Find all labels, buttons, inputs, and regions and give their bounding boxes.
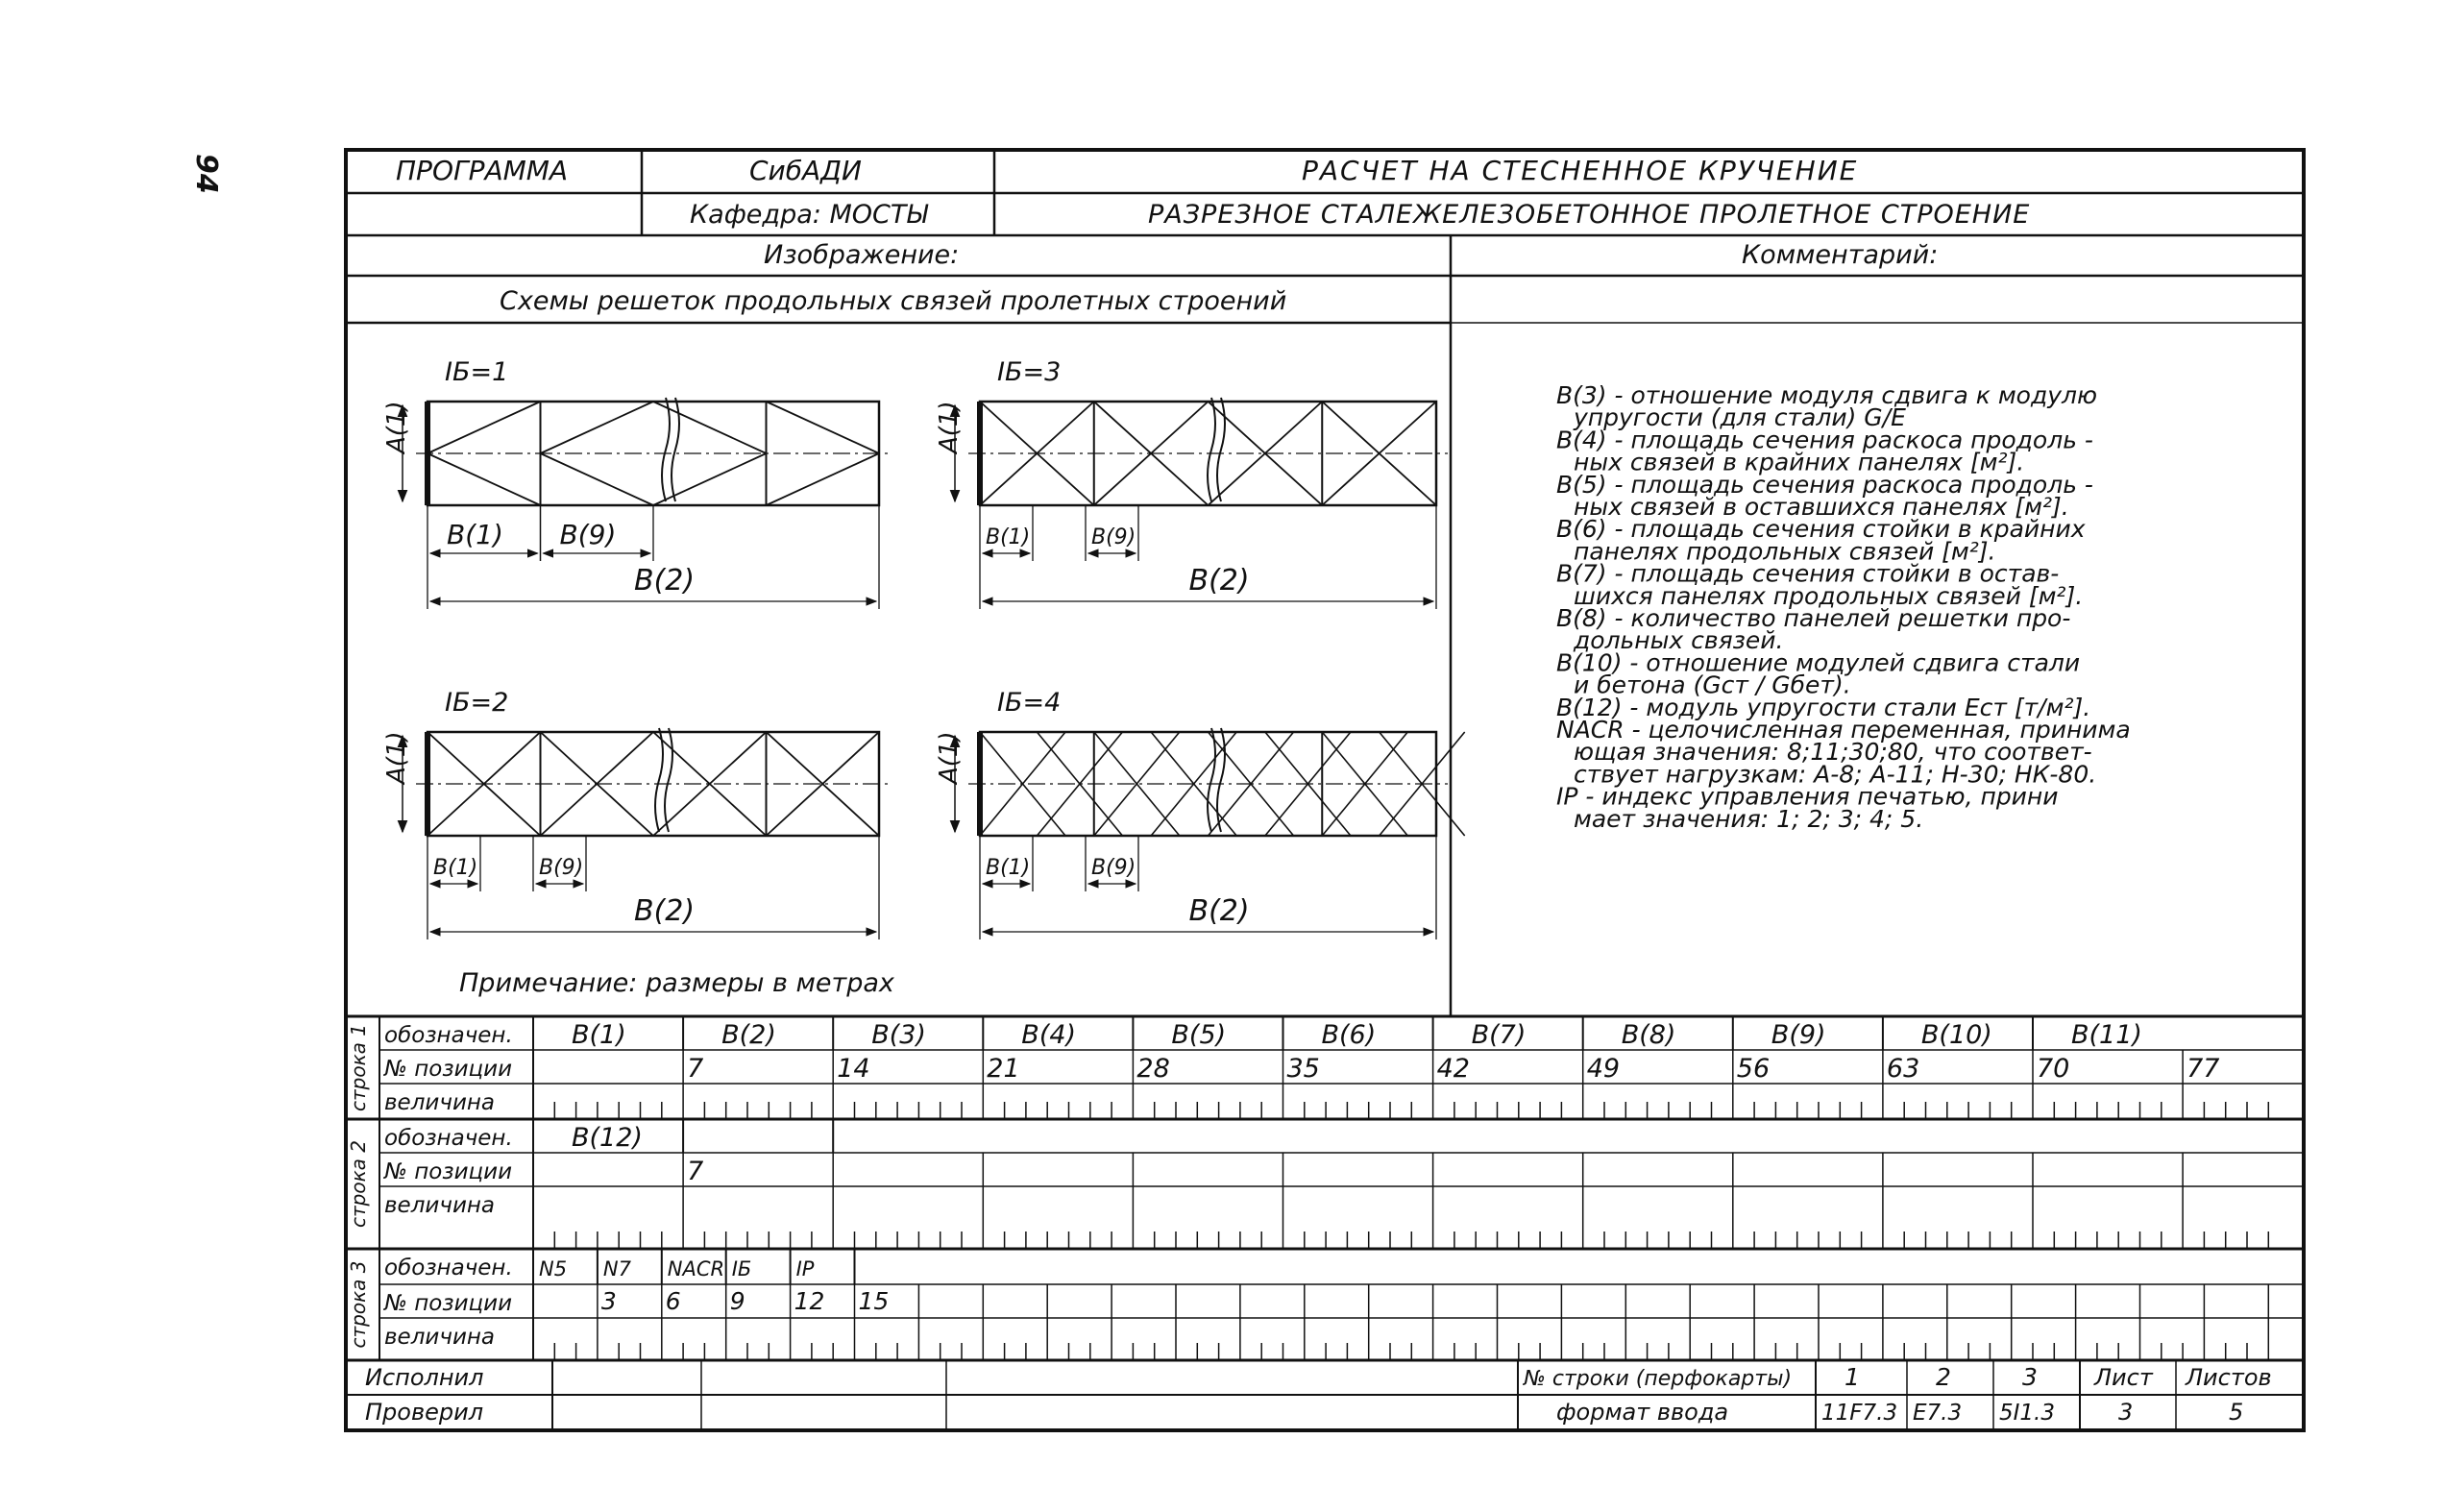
row-number-label: № строки (перфокарты)	[1524, 1367, 1793, 1391]
form-subtitle: РАЗРЕЗНОЕ СТАЛЕЖЕЛЕЗОБЕТОННОЕ ПРОЛЕТНОЕ СТРОЕНИЕ	[1148, 200, 2031, 230]
input-format-value: E7.3	[1913, 1401, 1963, 1426]
row-number-value: 3	[2022, 1363, 2038, 1391]
page-number: 94	[189, 154, 223, 194]
row2-designation: B(12)	[572, 1123, 643, 1153]
comment-line: B(6) - площадь сечения стойки в крайних	[1556, 515, 2086, 544]
row2-position: 7	[687, 1157, 704, 1186]
row1-position: 42	[1436, 1054, 1470, 1084]
comment-line: ных связей в оставшихся панелях [м²].	[1574, 493, 2069, 521]
row-label: обозначен.	[384, 1256, 513, 1280]
checked-label: Проверил	[365, 1399, 484, 1426]
note: Примечание: размеры в метрах	[459, 968, 894, 998]
row1-designation: B(8)	[1621, 1020, 1676, 1050]
comment-line: упругости (для стали) G/E	[1574, 403, 1906, 432]
comment-label: Комментарий:	[1742, 240, 1939, 270]
row3-position: 9	[729, 1287, 745, 1315]
row-group-label: строка 1	[347, 1024, 370, 1111]
scheme-total-label: B(2)	[634, 564, 696, 597]
image-caption: Схемы решеток продольных связей пролетных строений	[500, 286, 1287, 316]
row-group-label: строка 2	[347, 1140, 370, 1228]
sheet-label: Лист	[2094, 1364, 2153, 1391]
row1-position: 7	[687, 1054, 704, 1084]
scheme-height-label: A(1)	[382, 401, 411, 453]
row1-designation: B(4)	[1021, 1020, 1077, 1050]
input-format-label: формат ввода	[1556, 1399, 1729, 1426]
comment-line: ющая значения: 8;11;30;80, что соответ-	[1574, 738, 2092, 767]
comment-line: IP - индекс управления печатью, прини	[1556, 782, 2059, 811]
scheme-label: IБ=3	[997, 357, 1062, 387]
scheme-height-label: A(1)	[382, 731, 411, 784]
row3-position: 12	[794, 1287, 825, 1315]
row-label: величина	[384, 1193, 496, 1218]
comment-line: B(5) - площадь сечения раскоса продоль -	[1556, 470, 2093, 499]
comment-line: NACR - целочисленная переменная, принима	[1556, 716, 2131, 744]
sheets-label: Листов	[2186, 1364, 2272, 1391]
sheets-value: 5	[2229, 1399, 2244, 1426]
row-number-value: 1	[1844, 1363, 1860, 1391]
row1-designation: B(3)	[871, 1020, 926, 1050]
scheme-total-label: B(2)	[1188, 564, 1250, 597]
input-format-value: 5I1.3	[1999, 1401, 2055, 1426]
row3-position: 6	[665, 1287, 681, 1315]
row1-designation: B(5)	[1171, 1020, 1227, 1050]
row-label: № позиции	[384, 1057, 513, 1082]
comment-line: ствует нагрузкам: А-8; А-11; Н-30; НК-80.	[1574, 760, 2097, 789]
comment-line: мает значения: 1; 2; 3; 4; 5.	[1574, 804, 1924, 833]
comment-line: B(3) - отношение модуля сдвига к модулю	[1556, 381, 2098, 409]
row3-position: 15	[858, 1287, 890, 1315]
comment-line: ных связей в крайних панелях [м²].	[1574, 448, 2025, 476]
scheme-dim-label: B(1)	[986, 856, 1031, 880]
scheme-label: IБ=4	[997, 688, 1062, 718]
scheme-label: IБ=1	[445, 357, 509, 387]
row3-position: 3	[600, 1287, 617, 1315]
program-label: ПРОГРАММА	[396, 155, 569, 186]
scheme-total-label: B(2)	[634, 894, 696, 928]
row3-designation: N7	[602, 1257, 631, 1280]
comment-line: B(8) - количество панелей решетки про-	[1556, 604, 2071, 632]
row3-designation: IБ	[731, 1257, 752, 1280]
scheme-label: IБ=2	[445, 688, 509, 718]
executed-label: Исполнил	[365, 1364, 484, 1391]
scheme-dim-label: B(9)	[539, 856, 584, 880]
scheme-dim-label: B(9)	[1091, 856, 1136, 880]
row1-position: 28	[1136, 1054, 1170, 1084]
input-format-value: 11F7.3	[1821, 1401, 1898, 1426]
row1-designation: B(9)	[1771, 1020, 1826, 1050]
institute: СибАДИ	[749, 155, 862, 186]
row1-position: 14	[837, 1054, 870, 1084]
row1-position: 49	[1586, 1054, 1621, 1084]
sheet-value: 3	[2118, 1399, 2134, 1426]
row-label: величина	[384, 1090, 496, 1115]
row1-designation: B(1)	[572, 1020, 626, 1050]
scheme-height-label: A(1)	[935, 401, 964, 453]
row1-designation: B(7)	[1471, 1020, 1527, 1050]
form-title: РАСЧЕТ НА СТЕСНЕННОЕ КРУЧЕНИЕ	[1302, 155, 1859, 186]
row1-position: 63	[1886, 1054, 1920, 1084]
row1-designation: B(10)	[1920, 1020, 1992, 1050]
row-number-value: 2	[1936, 1363, 1951, 1391]
row-label: обозначен.	[384, 1126, 513, 1151]
row-group-label: строка 3	[347, 1260, 370, 1349]
row3-designation: IP	[795, 1257, 815, 1280]
scheme-dim-label: B(1)	[433, 856, 478, 880]
comment-line: B(4) - площадь сечения раскоса продоль -	[1556, 426, 2093, 454]
comment-line: шихся панелях продольных связей [м²].	[1574, 581, 2084, 610]
row-label: величина	[384, 1325, 496, 1350]
scheme-dim-label: B(1)	[986, 525, 1031, 549]
row-label: № позиции	[384, 1291, 513, 1316]
scheme-dim-label: B(9)	[559, 519, 617, 550]
row1-designation: B(6)	[1321, 1020, 1377, 1050]
comment-line: и бетона (Gст / Gбет).	[1574, 671, 1851, 699]
row1-position: 21	[987, 1054, 1020, 1084]
row3-designation: NACR	[667, 1257, 725, 1280]
scheme-dim-label: B(9)	[1091, 525, 1136, 549]
scheme-total-label: B(2)	[1188, 894, 1250, 928]
comment-line: панелях продольных связей [м²].	[1574, 537, 1996, 566]
row1-position: 35	[1286, 1054, 1320, 1084]
comment-line: B(10) - отношение модулей сдвига стали	[1556, 648, 2081, 677]
scheme-dim-label: B(1)	[447, 519, 503, 550]
row1-position: 56	[1736, 1054, 1771, 1084]
department: Кафедра: МОСТЫ	[690, 200, 928, 230]
row1-designation: B(11)	[2071, 1020, 2142, 1050]
row1-position: 70	[2037, 1054, 2070, 1084]
row3-designation: N5	[539, 1257, 568, 1280]
row1-designation: B(2)	[721, 1020, 776, 1050]
row-label: обозначен.	[384, 1023, 513, 1048]
comment-line: дольных связей.	[1574, 626, 1784, 655]
comment-line: B(12) - модуль упругости стали Eст [т/м²].	[1556, 693, 2091, 721]
scheme-height-label: A(1)	[935, 731, 964, 784]
comment-line: B(7) - площадь сечения стойки в остав-	[1556, 559, 2060, 588]
row-label: № позиции	[384, 1159, 513, 1184]
row1-position: 77	[2186, 1054, 2220, 1084]
image-label: Изображение:	[764, 240, 960, 270]
